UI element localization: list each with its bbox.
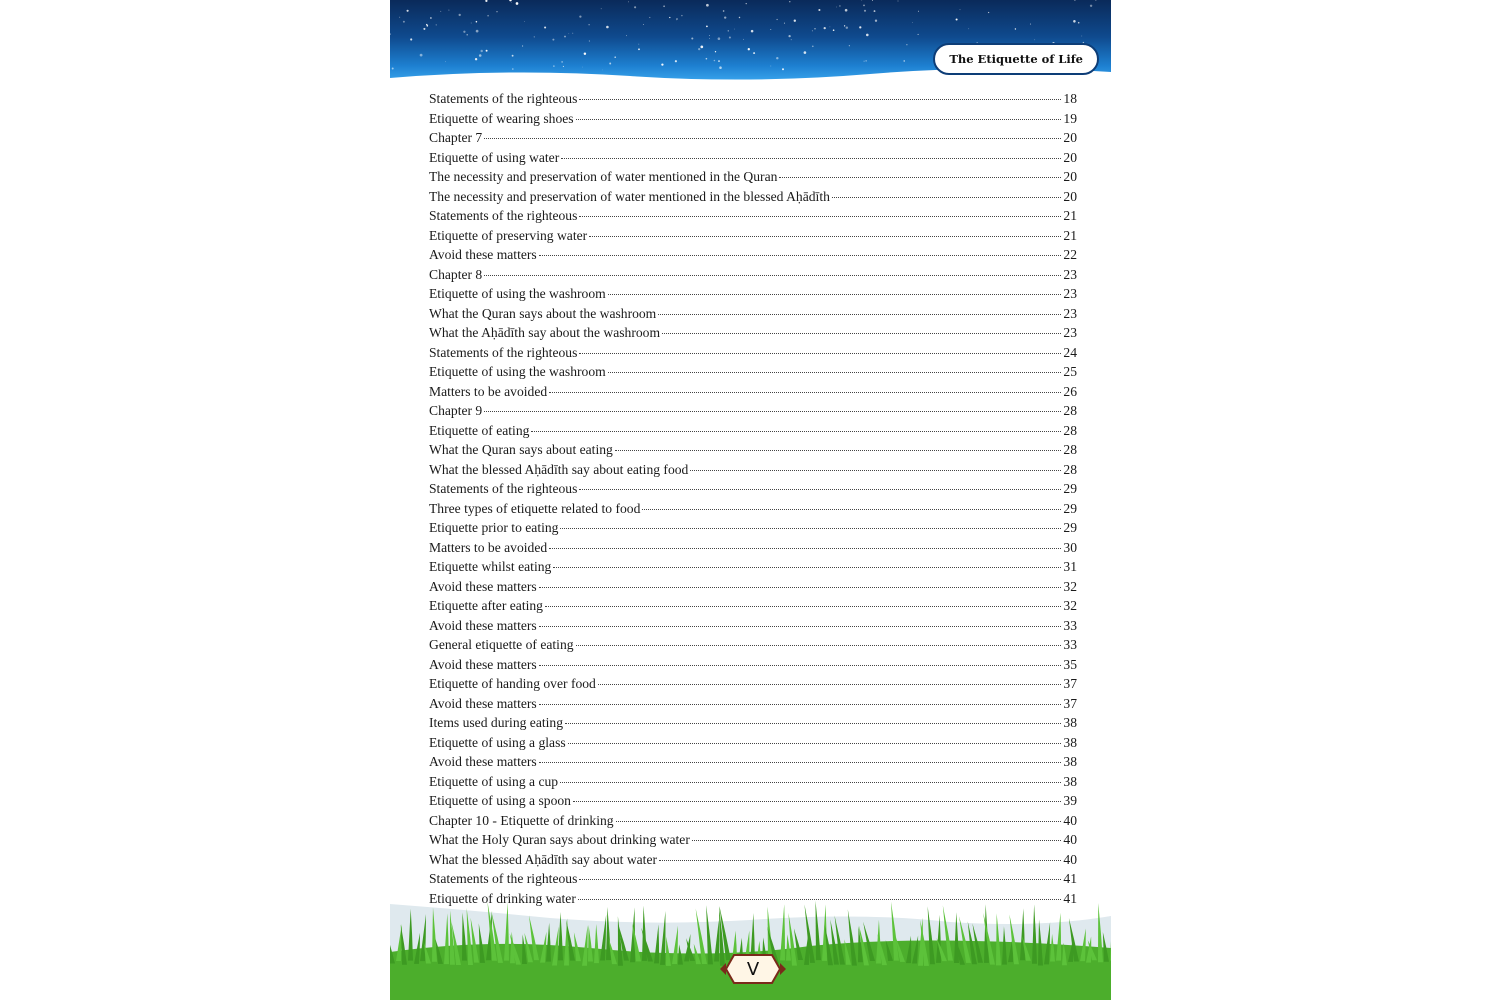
toc-entry-title: Etiquette of handing over food [429,676,596,691]
toc-leader-dots [608,293,1062,295]
toc-entry [429,538,1077,558]
toc-entry [429,284,1077,304]
toc-leader-dots [539,586,1062,588]
toc-leader-dots [539,761,1062,763]
toc-entry-title: What the blessed Aḥādīth say about eating food [429,461,689,477]
toc-leader-dots [779,176,1061,178]
toc-entry-page: 28 [1063,461,1077,477]
toc-entry-page: 38 [1063,734,1077,750]
toc-entry-title: Chapter 10 - Etiquette of drinking [429,812,614,828]
toc-entry-title: Etiquette of using a spoon [429,793,571,808]
toc-leader-dots [608,371,1062,373]
toc-leader-dots [579,98,1061,100]
toc-leader-dots [573,800,1061,802]
toc-entry-page: 29 [1063,481,1077,496]
toc-entry-page: 23 [1063,266,1077,282]
toc-entry-title: Statements of the righteous [429,871,578,886]
toc-entry [429,323,1077,343]
toc-entry-title: What the Quran says about the washroom [429,305,657,321]
toc-leader-dots [579,352,1061,354]
toc-entry-title: Items used during eating [429,715,564,730]
toc-entry [429,830,1077,850]
toc-entry-title: Etiquette after eating [429,598,543,613]
toc-leader-dots [616,820,1062,822]
toc-entry-title: Etiquette prior to eating [429,520,559,535]
toc-entry-page: 28 [1063,403,1077,418]
toc-leader-dots [560,527,1061,529]
toc-entry-page: 21 [1063,208,1077,223]
toc-leader-dots [553,566,1061,568]
toc-entry-title: General etiquette of eating [429,637,574,652]
toc-entry [429,869,1077,889]
toc-entry-title: Avoid these matters [429,617,537,633]
toc-leader-dots [539,703,1062,705]
header-banner [390,0,1111,82]
toc-entry-title: Etiquette of drinking water [429,890,576,906]
toc-entry-page: 33 [1063,617,1077,633]
toc-entry-title: What the blessed Aḥādīth say about water [429,851,658,867]
book-title: The Etiquette of Life [949,52,1083,66]
toc-entry-page: 30 [1063,539,1077,555]
toc-leader-dots [560,781,1061,783]
toc-entry-title: Statements of the righteous [429,208,578,223]
toc-entry [429,772,1077,792]
toc-entry [429,499,1077,519]
toc-entry [429,518,1077,538]
toc-entry-page: 20 [1063,169,1077,184]
toc-leader-dots [545,605,1061,607]
toc-entry-page: 25 [1063,364,1077,379]
toc-entry-page: 23 [1063,305,1077,321]
toc-entry-title: Etiquette of using the washroom [429,364,606,379]
toc-entry-page: 26 [1063,383,1077,399]
toc-entry-page: 33 [1063,637,1077,652]
toc-leader-dots [549,391,1061,393]
toc-leader-dots [549,547,1061,549]
toc-entry-title: What the Aḥādīth say about the washroom [429,325,661,340]
toc-leader-dots [576,644,1062,646]
toc-entry-title: Etiquette whilst eating [429,559,552,574]
toc-leader-dots [579,488,1061,490]
toc-entry-page: 40 [1063,851,1077,867]
toc-entry-title: Chapter 7 [429,130,483,145]
toc-entry-title: Etiquette of using a cup [429,773,559,789]
toc-leader-dots [484,274,1061,276]
toc-leader-dots [539,254,1062,256]
toc-entry [429,89,1077,109]
toc-leader-dots [579,215,1061,217]
toc-entry-page: 41 [1063,890,1077,906]
toc-entry [429,811,1077,831]
toc-entry-title: Etiquette of wearing shoes [429,110,574,126]
toc-entry-page: 39 [1063,793,1077,808]
toc-entry [429,713,1077,733]
toc-entry-page: 41 [1063,871,1077,886]
toc-entry [429,577,1077,597]
toc-entry [429,245,1077,265]
toc-entry-title: The necessity and preservation of water mentioned in the blessed Aḥādīth [429,188,830,204]
toc-entry [429,128,1077,148]
toc-leader-dots [561,157,1061,159]
toc-entry-title: Etiquette of eating [429,422,530,438]
toc-entry-title: Avoid these matters [429,578,537,594]
page-number: V [746,958,760,980]
toc-entry-title: What the Quran says about eating [429,442,613,457]
toc-entry-title: Chapter 8 [429,266,483,282]
toc-entry [429,460,1077,480]
toc-entry [429,421,1077,441]
toc-leader-dots [539,625,1062,627]
toc-entry-title: Chapter 9 [429,403,483,418]
toc-leader-dots [692,839,1062,841]
toc-entry-page: 20 [1063,149,1077,165]
toc-entry-page: 18 [1063,91,1077,106]
toc-entry-page: 21 [1063,227,1077,243]
toc-entry [429,733,1077,753]
toc-entry-title: Etiquette of using a glass [429,734,566,750]
toc-entry [429,440,1077,460]
toc-entry [429,596,1077,616]
toc-entry [429,362,1077,382]
toc-entry-page: 20 [1063,130,1077,145]
toc-entry [429,167,1077,187]
toc-entry-title: Matters to be avoided [429,539,548,555]
toc-entry-title: Statements of the righteous [429,344,578,360]
toc-leader-dots [539,664,1062,666]
toc-entry [429,206,1077,226]
toc-entry-title: Avoid these matters [429,247,537,262]
toc-leader-dots [531,430,1061,432]
toc-entry [429,791,1077,811]
toc-leader-dots [568,742,1062,744]
toc-leader-dots [484,410,1061,412]
toc-entry [429,382,1077,402]
toc-entry-page: 38 [1063,754,1077,769]
toc-entry-page: 23 [1063,325,1077,340]
toc-entry-page: 40 [1063,832,1077,847]
toc-leader-dots [576,118,1062,120]
toc-leader-dots [832,196,1062,198]
toc-entry-title: Matters to be avoided [429,383,548,399]
toc-entry [429,557,1077,577]
toc-entry-title: Etiquette of using water [429,149,560,165]
toc-leader-dots [659,859,1061,861]
toc-entry-page: 38 [1063,773,1077,789]
toc-entry [429,752,1077,772]
toc-entry [429,655,1077,675]
toc-entry [429,304,1077,324]
toc-entry-title: What the Holy Quran says about drinking water [429,832,690,847]
toc-entry-page: 19 [1063,110,1077,126]
toc-leader-dots [579,878,1061,880]
toc-entry-page: 37 [1063,695,1077,711]
table-of-contents [429,89,1077,908]
toc-entry-page: 24 [1063,344,1077,360]
toc-entry [429,148,1077,168]
toc-entry-title: The necessity and preservation of water mentioned in the Quran [429,169,778,184]
toc-entry-title: Avoid these matters [429,754,537,769]
toc-entry-page: 20 [1063,188,1077,204]
toc-entry-page: 31 [1063,559,1077,574]
toc-leader-dots [615,449,1062,451]
toc-entry-page: 32 [1063,598,1077,613]
toc-entry-title: Etiquette of preserving water [429,227,588,243]
toc-entry-page: 35 [1063,656,1077,672]
toc-entry [429,187,1077,207]
toc-entry-page: 29 [1063,520,1077,535]
toc-leader-dots [642,508,1061,510]
toc-entry-page: 28 [1063,422,1077,438]
toc-entry [429,635,1077,655]
toc-leader-dots [690,469,1061,471]
toc-entry [429,265,1077,285]
toc-entry-page: 40 [1063,812,1077,828]
toc-entry-page: 37 [1063,676,1077,691]
toc-entry [429,850,1077,870]
toc-entry [429,226,1077,246]
toc-entry-title: Avoid these matters [429,656,537,672]
toc-leader-dots [662,332,1061,334]
toc-leader-dots [658,313,1061,315]
toc-leader-dots [565,722,1061,724]
toc-entry-title: Three types of etiquette related to food [429,500,641,516]
toc-entry-page: 38 [1063,715,1077,730]
toc-entry [429,479,1077,499]
toc-entry-page: 29 [1063,500,1077,516]
book-page [390,0,1111,1000]
toc-entry [429,616,1077,636]
toc-entry-page: 22 [1063,247,1077,262]
toc-leader-dots [589,235,1061,237]
toc-leader-dots [598,683,1062,685]
toc-entry-page: 32 [1063,578,1077,594]
toc-entry-title: Statements of the righteous [429,91,578,106]
toc-entry [429,674,1077,694]
toc-entry [429,109,1077,129]
toc-entry [429,694,1077,714]
toc-entry [429,343,1077,363]
toc-entry-page: 28 [1063,442,1077,457]
toc-leader-dots [484,137,1061,139]
toc-entry-title: Statements of the righteous [429,481,578,496]
toc-entry-page: 23 [1063,286,1077,301]
toc-entry-title: Etiquette of using the washroom [429,286,606,301]
toc-entry [429,401,1077,421]
toc-entry-title: Avoid these matters [429,695,537,711]
book-title-badge [933,43,1099,75]
